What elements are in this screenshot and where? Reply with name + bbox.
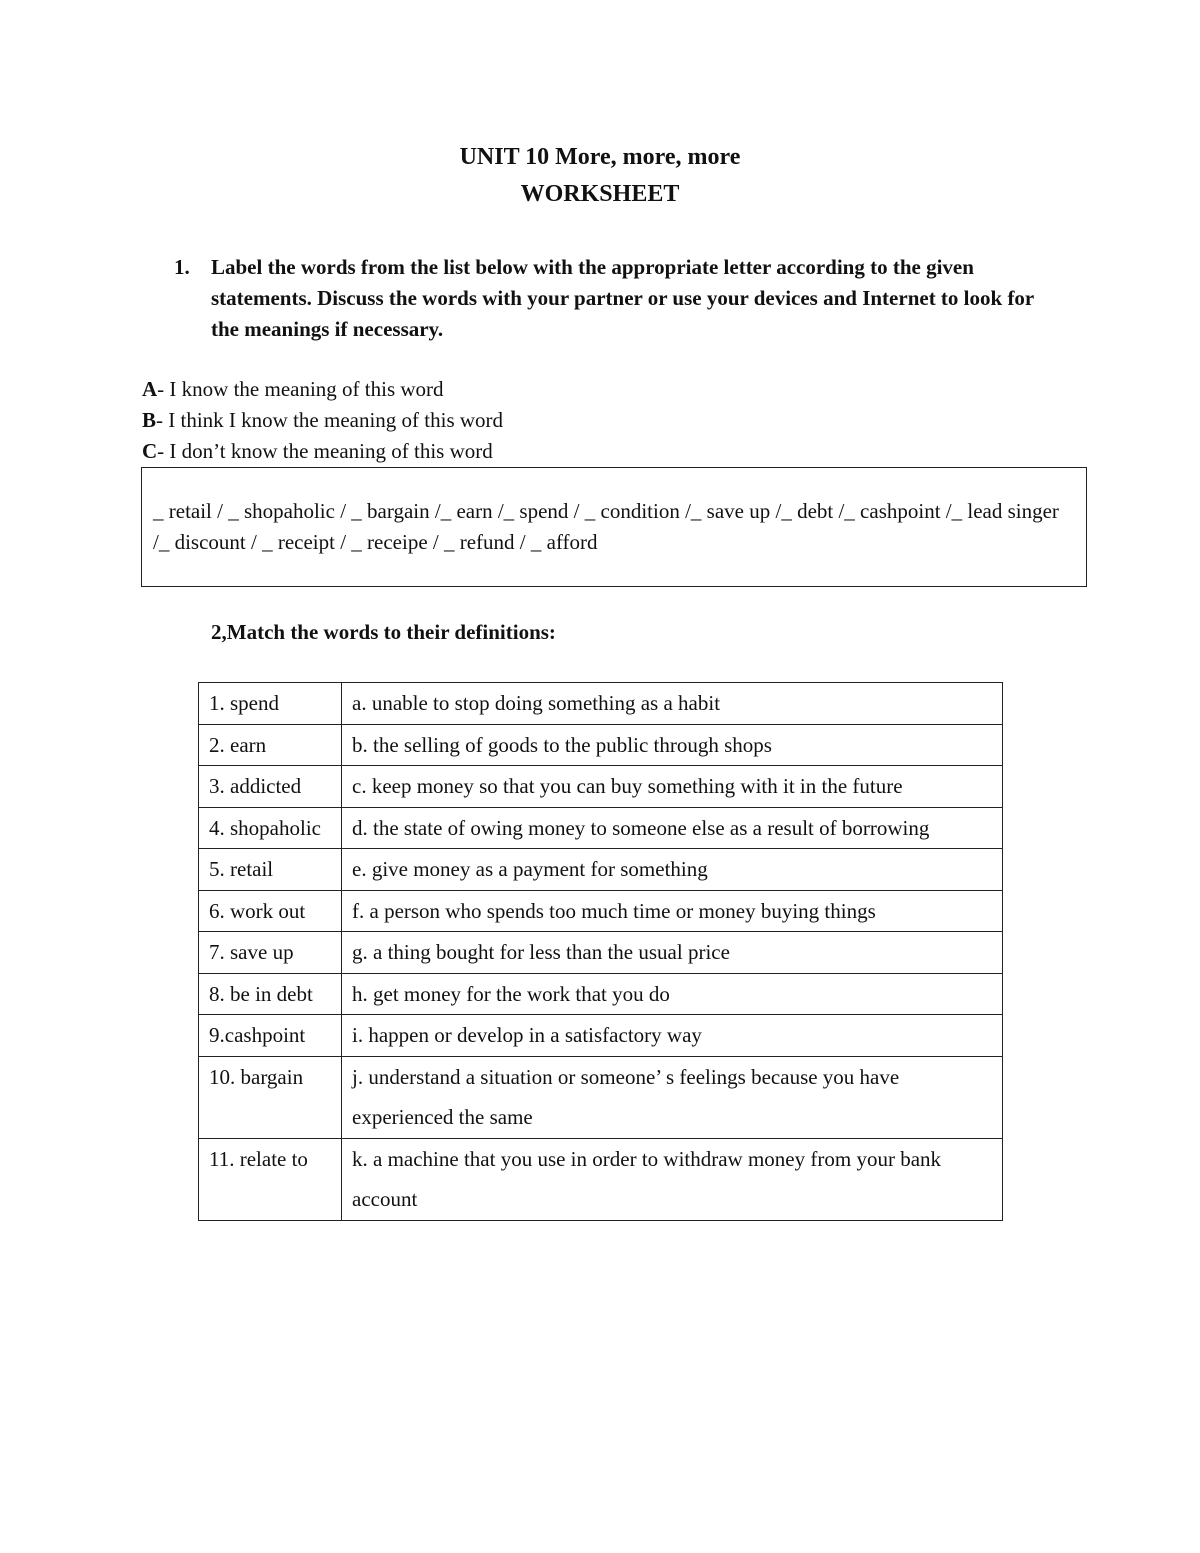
table-row	[199, 1138, 1003, 1220]
exercise-1-number: 1.	[174, 255, 190, 279]
definition-cell: e. give money as a payment for something	[342, 849, 1003, 891]
legend-item-a	[142, 374, 444, 405]
word-cell: 2. earn	[199, 724, 342, 766]
table-row	[199, 724, 1003, 766]
legend-text: - I think I know the meaning of this word	[156, 408, 504, 432]
table-row	[199, 890, 1003, 932]
definition-cell: b. the selling of goods to the public through shops	[342, 724, 1003, 766]
table-row	[199, 807, 1003, 849]
word-cell: 1. spend	[199, 683, 342, 725]
definition-cell: k. a machine that you use in order to withdraw money from your bank account	[342, 1138, 1003, 1220]
table-row	[199, 973, 1003, 1015]
legend-item-b	[142, 405, 503, 436]
table-row	[199, 849, 1003, 891]
legend-letter: A	[142, 377, 158, 401]
word-cell: 10. bargain	[199, 1056, 342, 1138]
definition-cell: c. keep money so that you can buy something with it in the future	[342, 766, 1003, 808]
word-cell: 4. shopaholic	[199, 807, 342, 849]
definition-cell: h. get money for the work that you do	[342, 973, 1003, 1015]
definition-cell: g. a thing bought for less than the usual price	[342, 932, 1003, 974]
definition-cell: a. unable to stop doing something as a habit	[342, 683, 1003, 725]
table-row	[199, 1056, 1003, 1138]
legend-letter: B	[142, 408, 157, 432]
table-row	[199, 683, 1003, 725]
legend-item-c	[142, 436, 493, 467]
word-cell: 6. work out	[199, 890, 342, 932]
page-title: UNIT 10 More, more, more	[459, 144, 741, 170]
definition-cell: f. a person who spends too much time or money buying things	[342, 890, 1003, 932]
word-cell: 7. save up	[199, 932, 342, 974]
table-row	[199, 932, 1003, 974]
table-row	[199, 1015, 1003, 1057]
word-cell: 5. retail	[199, 849, 342, 891]
word-cell: 8. be in debt	[199, 973, 342, 1015]
table-row	[199, 766, 1003, 808]
exercise-2-heading: 2,Match the words to their definitions:	[211, 620, 556, 644]
definition-cell: i. happen or develop in a satisfactory way	[342, 1015, 1003, 1057]
legend-text: - I know the meaning of this word	[157, 377, 444, 401]
word-cell: 11. relate to	[199, 1138, 342, 1220]
definition-cell: d. the state of owing money to someone else as a result of borrowing	[342, 807, 1003, 849]
definition-cell: j. understand a situation or someone’ s feelings because you have experienced the same	[342, 1056, 1003, 1138]
matching-table	[198, 682, 1003, 1221]
exercise-1-instruction	[174, 252, 1044, 345]
legend-text: - I don’t know the meaning of this word	[157, 439, 493, 463]
word-list-box	[141, 467, 1087, 587]
legend-letter: C	[142, 439, 158, 463]
word-cell: 3. addicted	[199, 766, 342, 808]
word-list: _ retail / _ shopaholic / _ bargain /_ earn /_ spend / _ condition /_ save up /_ debt /_ cashpoint /_ lead singer /_ discount / _ receipt / _ receipe / _ refund / _ afford	[153, 499, 1059, 554]
word-cell: 9.cashpoint	[199, 1015, 342, 1057]
exercise-1-text: Label the words from the list below with the appropriate letter according to the given statements. Discuss the words with your partner or use your devices and Internet to look for the meanings if necessary.	[211, 255, 1034, 341]
page-subtitle: WORKSHEET	[520, 181, 680, 207]
